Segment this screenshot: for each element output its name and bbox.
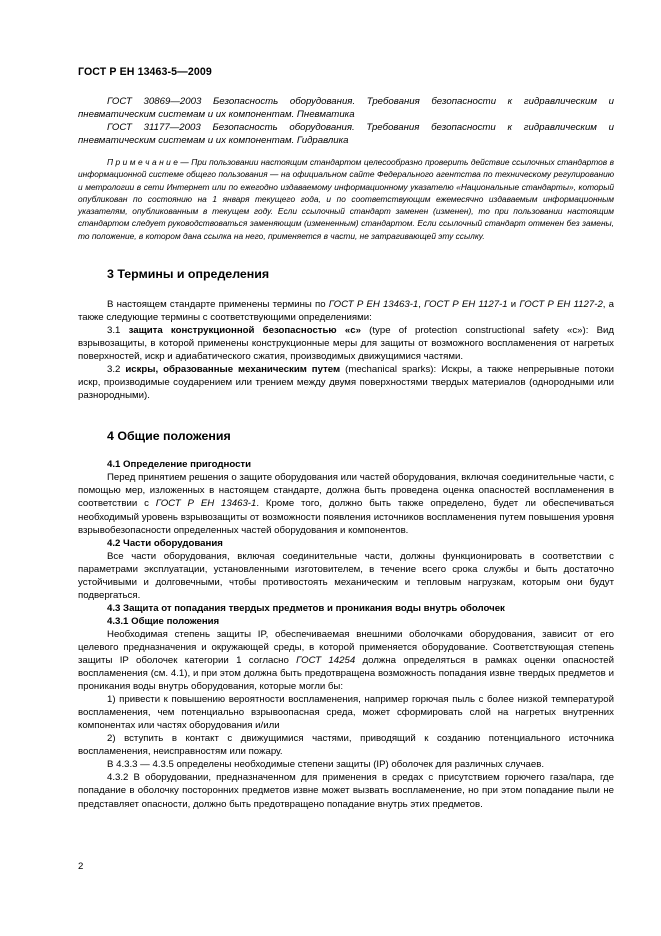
ref-gost-1127-2: ГОСТ Р ЕН 1127-2 <box>519 298 603 310</box>
section-4-3-heading: 4.3 Защита от попадания твердых предметов и проникания воды внутрь оболочек <box>107 602 505 614</box>
section-4-3-2-text: 4.3.2 В оборудовании, предназначенном для применения в средах с присутствием горючего газа/пара, где попадание в оболочку посторонних предметов извне может вызвать воспламенение, но при этом попадание пыли не представляет опасности, должно быть предотвращено попадание внутрь этих предметов. <box>78 772 614 810</box>
note-text: При пользовании настоящим стандартом целесообразно проверить действие ссылочных стандартов в информационной системе общего пользования — на официальном сайте Федерального агентства по техническому регулированию и метрологии в сети Интернет или по ежегодно издаваемому информационному указателю «Национальные стандарты», который опубликован по состоянию на 1 января текущего года, и по соответствующим ежемесячно издаваемым информационным указателям, опубликованным в текущем году. Если ссылочный стандарт заменен (изменен), то при пользовании настоящим стандартом следует руководствоваться заменяющим (измененным) стандартом. Если ссылочный стандарт отменен без замены, то положение, в котором дана ссылка на него, применяется в части, не затрагивающей эту ссылку. <box>78 157 615 241</box>
intro-sep: , <box>418 298 425 310</box>
page-number: 2 <box>78 861 84 872</box>
intro-and: и <box>507 298 520 310</box>
section-4-2-text: Все части оборудования, включая соединительные части, должны функционировать в соответствии с параметрами эксплуатации, установленными изготовителем, в течение всего срока службы и быть достаточно устойчивыми и долговечными, чтобы противостоять механическим и тепловым нагрузкам, которым они будут подвергаться. <box>78 550 614 601</box>
term-number: 3.1 <box>107 325 129 337</box>
section-4-1-heading: 4.1 Определение пригодности <box>107 459 252 471</box>
section-4-3-1-summary: В 4.3.3 — 4.3.5 определены необходимые степени защиты (IP) оболочек для различных случаев. <box>107 759 545 771</box>
section-4-3-1-text <box>78 628 614 693</box>
section-4-heading: 4 Общие положения <box>107 429 231 444</box>
s41-text-b: . Кроме того, должно быть также определено, будет ли обеспечиваться необходимый уровень взрывозащиты от возможности появления источников воспламенения путем повышения уровня взрывобезопасности определенных частей оборудования и компонентов. <box>78 498 614 536</box>
note-label: П р и м е ч а н и е — <box>107 157 189 168</box>
intro-tail: , а также следующие термины с соответствующими определениями: <box>78 298 614 323</box>
term-definition: (mechanical sparks): Искры, а также непрерывные потоки искр, производимые соударением или трением между двумя поверхностями твердых материалов (однородными или разнородными). <box>78 364 614 402</box>
section-3-intro <box>78 298 614 324</box>
ref-gost-1127-1: ГОСТ Р ЕН 1127-1 <box>424 298 508 310</box>
term-number: 3.2 <box>107 364 126 376</box>
ref-gost-13463-1: ГОСТ Р ЕН 13463-1 <box>155 498 257 510</box>
section-4-3-1-heading: 4.3.1 Общие положения <box>107 615 220 627</box>
s41-text-a: Перед принятием решения о защите оборудования или частей оборудования, включая соединительные части, с помощью мер, изложенных в настоящем стандарте, должна быть проведена оценка опасностей воспламенения в соответствии с <box>78 472 614 510</box>
reference-gost-30869: ГОСТ 30869—2003 Безопасность оборудования. Требования безопасности к гидравлическим и пневматическим системам и их компонентам. Пневматика <box>78 96 614 121</box>
s431-text-a: Необходимая степень защиты IP, обеспечиваемая внешними оболочками оборудования, зависит от его целевого предназначения и окружающей среды, в которой применяется оборудование. Соответствующая степень защиты IP оболочек категории 1 согласно <box>78 628 614 667</box>
section-4-1-text <box>78 471 614 536</box>
term-3-1 <box>78 324 614 363</box>
document-header: ГОСТ Р ЕН 13463-5—2009 <box>78 66 212 78</box>
intro-text: В настоящем стандарте применены термины по <box>107 298 329 310</box>
list-item-2: 2) вступить в контакт с движущимися частями, приводящий к созданию потенциального источника воспламенения, неисправностям или пожару. <box>78 733 614 758</box>
s431-text-b: должна определяться в рамках оценки опасностей воспламенения (см. 4.1), и при этом должна быть предотвращена возможность попадания извне твердых предметов и проникания воды внутрь оборудования, которые могли бы: <box>78 655 615 693</box>
term-definition: (type of protection constructional safety «c»): Вид взрывозащиты, в которой применены конструкционные меры для защиты от возможного воспламенения от нагретых поверхностей, искр и адиабатического сжатия, производимых движущимися частями. <box>78 325 614 363</box>
term-3-2 <box>78 363 614 402</box>
page-content <box>78 95 614 811</box>
term-name: защита конструкционной безопасностью «с» <box>128 325 361 337</box>
section-4-2-heading: 4.2 Части оборудования <box>107 537 223 549</box>
section-3-heading: 3 Термины и определения <box>107 266 270 281</box>
ref-gost-13463-1: ГОСТ Р ЕН 13463-1 <box>328 298 419 310</box>
list-item-1: 1) привести к повышению вероятности воспламенения, например горючая пыль с более низкой температурой воспламенения, чем потенциально взрывоопасная среда, может сформировать слой на нагретых внутренних компонентах или частях оборудования и/или <box>78 694 614 732</box>
ref-gost-14254: ГОСТ 14254 <box>296 655 356 667</box>
note-paragraph <box>78 156 614 242</box>
reference-gost-31177: ГОСТ 31177—2003 Безопасность оборудования. Требования безопасности к гидравлическим и пневматическим системам и их компонентам. Гидравлика <box>78 122 614 147</box>
term-name: искры, образованные механическим путем <box>125 364 341 376</box>
